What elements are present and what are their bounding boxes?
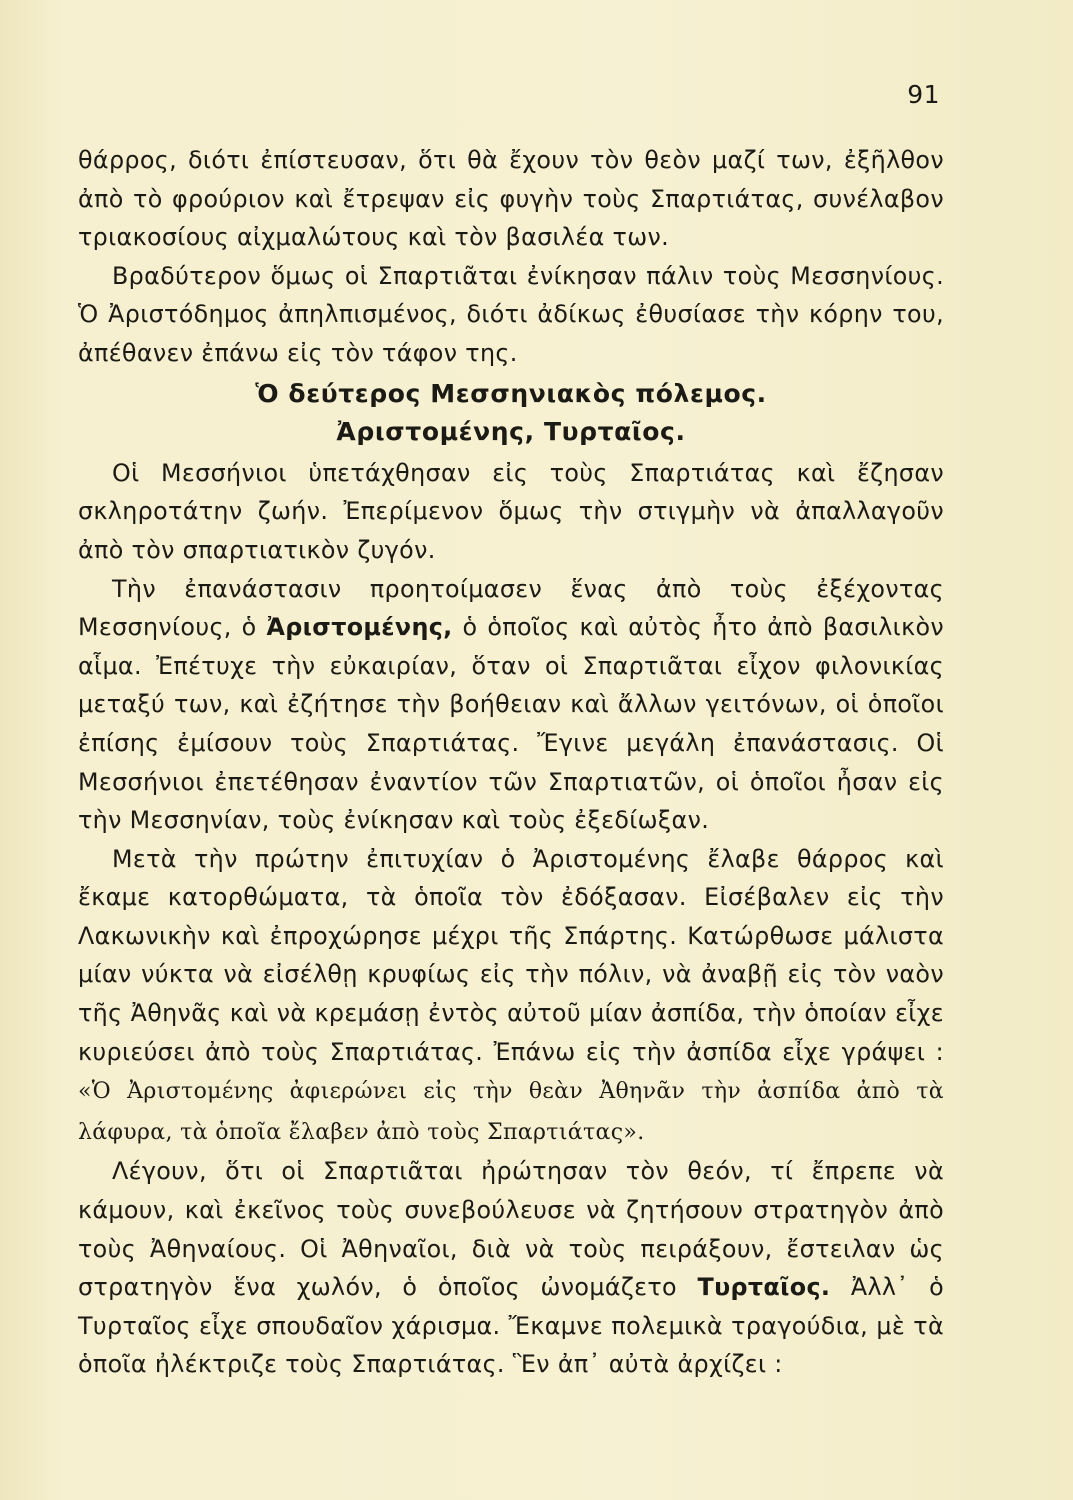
paragraph-revolution-text-2: ὁ ὁποῖος καὶ αὐτὸς ἦτο ἀπὸ βασιλικὸν αἷμα. Ἐπέτυχε τὴν εὐκαιρίαν, ὅταν οἱ Σπαρτιᾶται εἶχον φιλονικίας μεταξύ των, καὶ ἐζήτησε τὴν βοήθειαν καὶ ἄλλων γειτόνων, οἱ ὁποῖοι ἐπίσης ἐμίσουν τοὺς Σπαρτιάτας. Ἔγινε μεγάλη ἐπανάστασις. Οἱ Μεσσήνιοι ἐπετέθησαν ἐναντίον τῶν Σπαρτιατῶν, οἱ ὁποῖοι ἦσαν εἰς τὴν Μεσσηνίαν, τοὺς ἐνίκησαν καὶ τοὺς ἐξεδίωξαν.	[78, 613, 944, 835]
paragraph-revolution-text-1: Τὴν ἐπανάστασιν προητοίμασεν ἕνας ἀπὸ τοὺς ἐξέχοντας Μεσσηνίους, ὁ	[78, 574, 944, 642]
bold-name-aristomenes: Ἀριστομένης,	[266, 613, 453, 642]
paragraph-aristodemus: Βραδύτερον ὅμως οἱ Σπαρτιᾶται ἐνίκησαν πάλιν τοὺς Μεσσηνίους. Ὁ Ἀριστόδημος ἀπηλπισμένος, διότι ἀδίκως ἐθυσίασε τὴν κόρην του, ἀπέθανεν ἐπάνω εἰς τὸν τάφον της.	[78, 261, 944, 367]
section-heading: Ὁ δεύτερος Μεσσηνιακὸς πόλεμος.	[255, 378, 767, 408]
paragraph-tyrtaeus-text-1: Λέγουν, ὅτι οἱ Σπαρτιᾶται ἠρώτησαν τὸν θεόν, τί ἔπρεπε νὰ κάμουν, καὶ ἐκεῖνος τοὺς συνεβούλευσε νὰ ζητήσουν στρατηγὸν ἀπὸ τοὺς Ἀθηναίους. Οἱ Ἀθηναῖοι, διὰ νὰ τοὺς πειράξουν, ἔστειλαν ὡς στρατηγὸν ἕνα χωλόν, ὁ ὁποῖος ὠνομάζετο	[78, 1157, 944, 1302]
shield-inscription-quote: «Ὁ Ἀριστομένης ἀφιερώνει εἰς τὴν θεὰν Ἀθηνᾶν τὴν ἀσπίδα ἀπὸ τὰ λάφυρα, τὰ ὁποῖα ἔλαβεν ἀπὸ τοὺς Σπαρτιάτας».	[78, 1079, 944, 1145]
paragraph-revolution	[78, 570, 944, 840]
bold-name-tyrtaeus: Τυρταῖος.	[697, 1273, 831, 1302]
paragraph-continuation: θάρρος, διότι ἐπίστευσαν, ὅτι θὰ ἔχουν τὸν θεὸν μαζί των, ἐξῆλθον ἀπὸ τὸ φρούριον καὶ ἔτρεψαν εἰς φυγὴν τοὺς Σπαρτιάτας, συνέλαβον τριακοσίους αἰχμαλώτους καὶ τὸν βασιλέα των.	[78, 146, 944, 252]
paragraph-tyrtaeus-text-2: Ἀλλ᾿ ὁ Τυρταῖος εἶχε σπουδαῖον χάρισμα. Ἔκαμνε πολεμικὰ τραγούδια, μὲ τὰ ὁποῖα ἠλέκτριζε τοὺς Σπαρτιάτας. Ἓν ἀπ᾿ αὐτὰ ἀρχίζει :	[78, 1273, 944, 1379]
page-number: 91	[907, 80, 940, 109]
paragraph-exploits-text: Μετὰ τὴν πρώτην ἐπιτυχίαν ὁ Ἀριστομένης ἔλαβε θάρρος καὶ ἔκαμε κατορθώματα, τὰ ὁποῖα τὸν ἐδόξασαν. Εἰσέβαλεν εἰς τὴν Λακωνικὴν καὶ ἐπροχώρησε μέχρι τῆς Σπάρτης. Κατώρθωσε μάλιστα μίαν νύκτα νὰ εἰσέλθῃ κρυφίως εἰς τὴν πόλιν, νὰ ἀναβῇ εἰς τὸν ναὸν τῆς Ἀθηνᾶς καὶ νὰ κρεμάσῃ ἐντὸς αὐτοῦ μίαν ἀσπίδα, τὴν ὁποίαν εἶχε κυριεύσει ἀπὸ τοὺς Σπαρτιάτας. Ἐπάνω εἰς τὴν ἀσπίδα εἶχε γράψει :	[78, 844, 944, 1066]
page-body	[78, 141, 944, 1384]
paragraph-aristomenes-exploits	[78, 840, 944, 1153]
paragraph-messenians-subjugated: Οἱ Μεσσήνιοι ὑπετάχθησαν εἰς τοὺς Σπαρτιάτας καὶ ἔζησαν σκληροτάτην ζωήν. Ἐπερίμενον ὅμως τὴν στιγμὴν νὰ ἀπαλλαγοῦν ἀπὸ τὸν σπαρτιατικὸν ζυγόν.	[78, 458, 944, 564]
paragraph-tyrtaeus	[78, 1152, 944, 1384]
section-subheading: Ἀριστομένης, Τυρταῖος.	[336, 417, 686, 447]
